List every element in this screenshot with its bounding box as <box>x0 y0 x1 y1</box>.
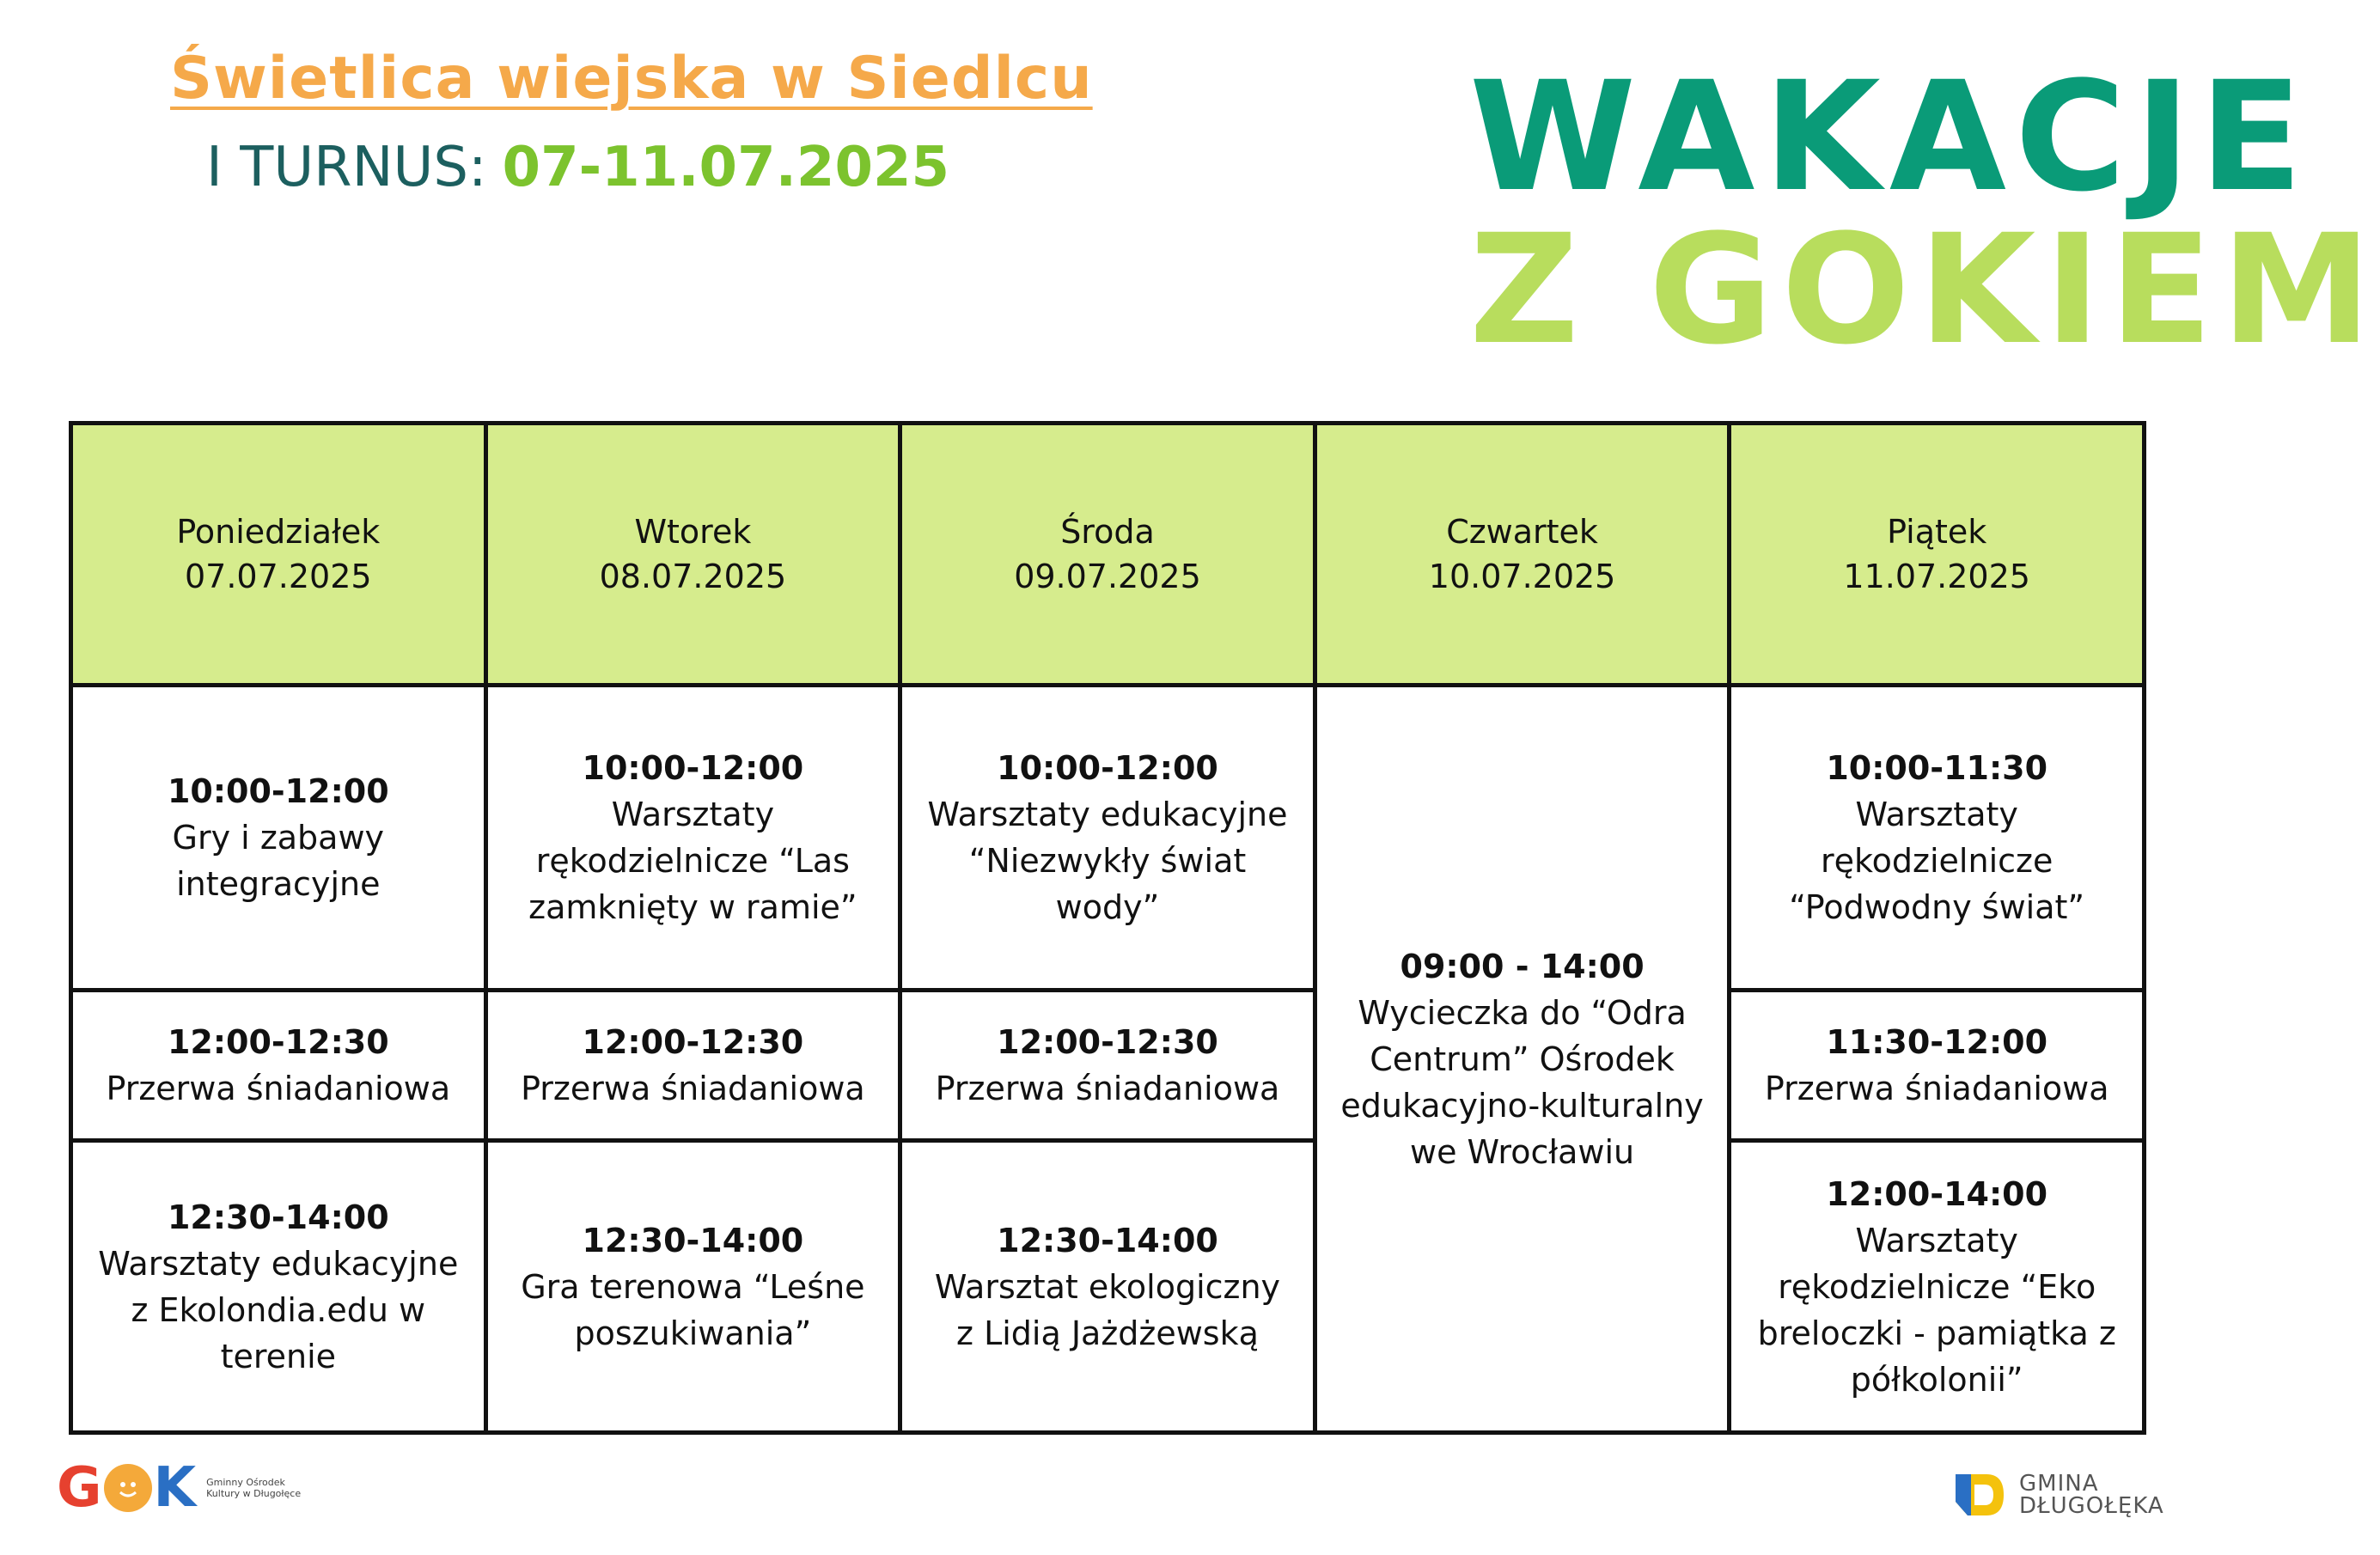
gmina-line1: GMINA <box>2019 1471 2099 1497</box>
activity-text: Przerwa śniadaniowa <box>106 1070 451 1107</box>
day-name: Piątek <box>1887 513 1987 551</box>
activity-text: Warsztaty rękodzielnicze “Podwodny świat” <box>1789 796 2085 926</box>
schedule-row-morning <box>71 686 2145 991</box>
gmina-emblem-icon <box>1952 1467 2007 1522</box>
activity-time: 12:00-14:00 <box>1826 1174 2048 1213</box>
activity-time: 12:30-14:00 <box>167 1198 389 1236</box>
activity-cell-thu-trip <box>1315 686 1730 1433</box>
activity-time: 11:30-12:00 <box>1826 1023 2048 1061</box>
day-header-wednesday <box>900 424 1315 686</box>
activity-cell-wed-3 <box>900 1141 1315 1433</box>
day-name: Środa <box>1060 513 1155 551</box>
activity-cell-fri-1 <box>1730 686 2145 991</box>
activity-cell-wed-2 <box>900 991 1315 1141</box>
day-name: Poniedziałek <box>176 513 381 551</box>
gmina-text <box>2019 1473 2164 1517</box>
venue-title: Świetlica wiejska w Siedlcu <box>170 45 1093 113</box>
day-date: 07.07.2025 <box>185 558 372 595</box>
gmina-line2: DŁUGOŁĘKA <box>2019 1493 2164 1519</box>
activity-text: Gra terenowa “Leśne poszukiwania” <box>521 1267 865 1352</box>
activity-time: 12:30-14:00 <box>997 1221 1218 1259</box>
activity-text: Przerwa śniadaniowa <box>1764 1070 2109 1107</box>
brand-title-line2: Z GOKIEM <box>1469 202 2380 378</box>
activity-time: 10:00-12:00 <box>582 749 804 787</box>
gok-logo <box>57 1456 318 1520</box>
activity-cell-mon-1 <box>71 686 486 991</box>
activity-time: 10:00-12:00 <box>997 749 1218 787</box>
turnus-dates: 07-11.07.2025 <box>502 136 950 199</box>
activity-time: 12:00-12:30 <box>167 1023 389 1061</box>
activity-time: 09:00 - 14:00 <box>1400 947 1645 985</box>
turnus-label: I TURNUS: <box>206 136 487 199</box>
activity-time: 10:00-11:30 <box>1826 749 2048 787</box>
activity-text: Warsztaty rękodzielnicze “Eko breloczki - pamiątka z półkolonii” <box>1757 1221 2116 1399</box>
activity-cell-tue-3 <box>485 1141 900 1433</box>
gok-logo-letter-k: K <box>153 1456 197 1520</box>
day-date: 10.07.2025 <box>1428 558 1616 595</box>
day-date: 11.07.2025 <box>1843 558 2030 595</box>
activity-text: Warsztaty edukacyjne “Niezwykły świat wody” <box>927 796 1288 926</box>
activity-text: Wycieczka do “Odra Centrum” Ośrodek edukacyjno-kulturalny we Wrocławiu <box>1340 993 1704 1171</box>
gok-subtitle: Gminny Ośrodek Kultury w Długołęce <box>206 1477 302 1499</box>
activity-cell-mon-2 <box>71 991 486 1141</box>
activity-cell-mon-3 <box>71 1141 486 1433</box>
day-header-friday <box>1730 424 2145 686</box>
schedule-row-break <box>71 991 2145 1141</box>
activity-time: 12:00-12:30 <box>997 1023 1218 1061</box>
activity-text: Warsztaty edukacyjne z Ekolondia.edu w terenie <box>98 1244 459 1375</box>
activity-text: Gry i zabawy integracyjne <box>172 819 385 903</box>
activity-cell-tue-1 <box>485 686 900 991</box>
schedule-row-afternoon <box>71 1141 2145 1433</box>
schedule-table <box>69 421 2146 1435</box>
activity-cell-fri-3 <box>1730 1141 2145 1433</box>
gok-logo-letter-g: G <box>57 1456 102 1520</box>
gmina-logo <box>1952 1467 2164 1522</box>
day-header-thursday <box>1315 424 1730 686</box>
day-header-monday <box>71 424 486 686</box>
activity-cell-fri-2 <box>1730 991 2145 1141</box>
day-name: Czwartek <box>1446 513 1598 551</box>
days-header-row <box>71 424 2145 686</box>
activity-text: Przerwa śniadaniowa <box>935 1070 1280 1107</box>
turnus-line <box>206 136 949 199</box>
day-name: Wtorek <box>634 513 752 551</box>
day-date: 08.07.2025 <box>599 558 787 595</box>
day-date: 09.07.2025 <box>1014 558 1201 595</box>
activity-time: 10:00-12:00 <box>167 772 389 810</box>
brand-title-line1: WAKACJE <box>1469 49 2311 225</box>
activity-cell-tue-2 <box>485 991 900 1141</box>
day-header-tuesday <box>485 424 900 686</box>
activity-text: Warsztat ekologiczny z Lidią Jażdżewską <box>934 1267 1281 1352</box>
activity-text: Warsztaty rękodzielnicze “Las zamknięty w ramie” <box>528 796 857 926</box>
activity-time: 12:30-14:00 <box>582 1221 804 1259</box>
activity-text: Przerwa śniadaniowa <box>521 1070 865 1107</box>
activity-cell-wed-1 <box>900 686 1315 991</box>
theatre-mask-icon <box>104 1464 152 1512</box>
activity-time: 12:00-12:30 <box>582 1023 804 1061</box>
